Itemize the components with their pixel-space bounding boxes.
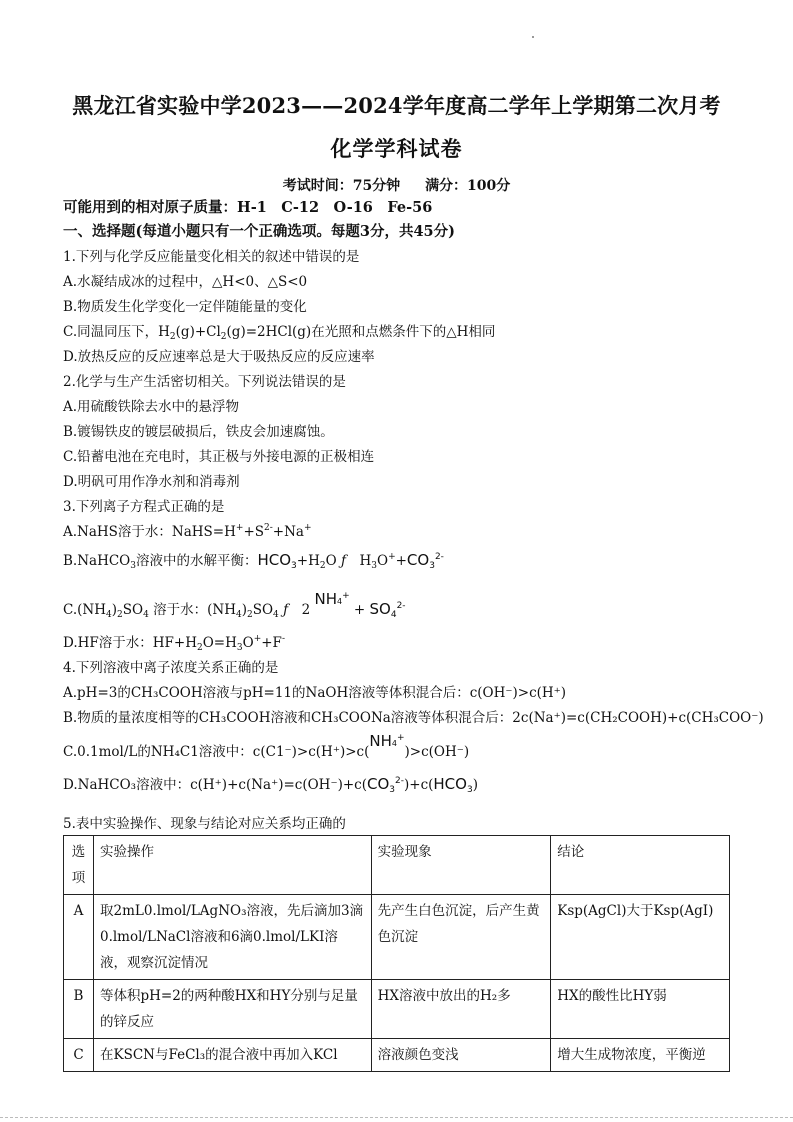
- row-conclusion: HX的酸性比HY弱: [551, 980, 730, 1039]
- q1-c-post: 在光照和点燃条件下的△H相同: [311, 324, 496, 340]
- q2-option-b: B.镀锡铁皮的镀层破损后，铁皮会加速腐蚀。: [63, 424, 334, 440]
- so4-formula-image: $SO_4^{2-}$: [369, 600, 406, 620]
- q4-c-post: )>c(OH⁻): [404, 744, 470, 760]
- q3-option-d: D.HF溶于水：$HF+H_2O=H_3O^++F^-$: [63, 634, 285, 653]
- row-option: B: [64, 980, 94, 1039]
- q4-option-c: [63, 732, 470, 763]
- q3-c-mid: 溶于水：(NH: [153, 602, 236, 618]
- nh4-formula-image: NH4+: [314, 590, 350, 608]
- hco3-formula-image-2: $HCO_3$: [433, 775, 473, 795]
- header-option: 选项: [64, 836, 94, 895]
- row-conclusion: 增大生成物浓度，平衡逆: [551, 1039, 730, 1072]
- q2-option-c: C.铅蓄电池在充电时，其正极与外接电源的正极相连: [63, 449, 375, 465]
- exam-meta: [0, 175, 793, 195]
- q4-stem: 4.下列溶液中离子浓度关系正确的是: [63, 660, 279, 676]
- exam-title: 黑龙江省实验中学2023——2024学年度高二学年上学期第二次月考: [72, 93, 721, 118]
- header-conclusion: 结论: [551, 836, 730, 895]
- q4-d-post: ): [472, 777, 478, 793]
- co3-formula-image-2: $CO_3^{2-}$: [366, 775, 404, 795]
- table-row: [64, 1039, 730, 1072]
- q4-option-b: B.物质的量浓度相等的CH₃COOH溶液和CH₃COONa溶液等体积混合后：2c(Na⁺)=c(CH₂COOH)+c(CH₃COO⁻): [63, 710, 764, 726]
- q4-d-pre: D.NaHCO₃溶液中：c(H⁺)+c(Na⁺)=c(OH⁻)+c(: [63, 777, 367, 793]
- atomic-masses: 可能用到的相对原子质量：H-1 C-12 O-16 Fe-56: [63, 199, 433, 216]
- q1-option-b: B.物质发生化学变化一定伴随能量的变化: [63, 299, 307, 315]
- page-bottom-rule: [0, 1117, 793, 1118]
- q3-option-c: $C.(NH_4)_2SO_4$ 溶于水：$(NH_4)_2SO_4$ ƒ 2 $NH4^+ + SO_4^{2-}$: [63, 590, 406, 620]
- exam-subtitle: 化学学科试卷: [330, 136, 463, 161]
- q4-option-d: [63, 775, 478, 794]
- full-score: 满分：100分: [425, 178, 511, 194]
- q5-stem: 5.表中实验操作、现象与结论对应关系均正确的: [63, 816, 346, 832]
- row-operation: 等体积pH=2的两种酸HX和HY分别与足量的锌反应: [93, 980, 371, 1039]
- q2-stem: 2.化学与生产生活密切相关。下列说法错误的是: [63, 374, 346, 390]
- row-option: A: [64, 895, 94, 980]
- q4-c-pre: C.0.1mol/L的NH₄C1溶液中：c(C1⁻)>c(H⁺)>c(: [63, 744, 370, 760]
- row-conclusion: Ksp(AgCl)大于Ksp(AgI): [551, 895, 730, 980]
- exam-time: 考试时间：75分钟: [282, 178, 401, 194]
- row-operation: 取2mL0.lmol/LAgNO₃溶液，先后滴加3滴0.lmol/LNaCl溶液和6滴0.lmol/LKI溶液，观察沉淀情况: [93, 895, 371, 980]
- q1-option-d: D.放热反应的反应速率总是大于吸热反应的反应速率: [63, 349, 375, 365]
- row-operation: 在KSCN与FeCl₃的混合液中再加入KCl: [93, 1039, 371, 1072]
- row-option: C: [64, 1039, 94, 1072]
- q1-option-a: A.水凝结成冰的过程中，△H<0、△S<0: [63, 274, 308, 290]
- header-operation: 实验操作: [93, 836, 371, 895]
- hco3-formula-image: $HCO_3$: [257, 551, 297, 571]
- scan-speck: [532, 36, 534, 38]
- q4-option-a: A.pH=3的CH₃COOH溶液与pH=11的NaOH溶液等体积混合后：c(OH⁻)>c(H⁺): [63, 685, 567, 701]
- table-row: [64, 895, 730, 980]
- q4-d-mid: )+c(: [403, 777, 434, 793]
- q3-option-b: B.NaHCO$_3$溶液中的水解平衡：$HCO_3+H_2O$ ƒ $H_3O^++CO_3^{2-}$: [63, 551, 444, 571]
- q3-d-text: D.HF溶于水：HF+H: [63, 635, 197, 651]
- table-header-row: [64, 836, 730, 895]
- q1-c-pre: C.同温同压下，H: [63, 324, 170, 340]
- q3-b-mid: 溶液中的水解平衡：: [135, 553, 258, 569]
- header-phenomenon: 实验现象: [371, 836, 551, 895]
- section-title: 一、选择题(每道小题只有一个正确选项。每题3分，共45分): [63, 223, 455, 240]
- row-phenomenon: 溶液颜色变浅: [371, 1039, 551, 1072]
- nh4-formula-image-2: NH4+: [369, 732, 405, 750]
- row-phenomenon: HX溶液中放出的H₂多: [371, 980, 551, 1039]
- q2-option-d: D.明矾可用作净水剂和消毒剂: [63, 474, 240, 490]
- q3-a-text: A.NaHS溶于水：NaHS=H: [63, 524, 236, 540]
- q3-b-pre: B.NaHCO: [63, 553, 131, 569]
- q1-stem: 1.下列与化学反应能量变化相关的叙述中错误的是: [63, 249, 360, 265]
- q3-stem: 3.下列离子方程式正确的是: [63, 499, 225, 515]
- q3-option-a: A.NaHS溶于水：$NaHS=H^++S^{2-}+Na^+$: [63, 523, 312, 540]
- q1-option-c: C.同温同压下，$H_2(g)+Cl_2(g)=2HCl(g)$在光照和点燃条件下的△H相同: [63, 324, 496, 342]
- experiment-table: [63, 835, 730, 1072]
- q3-c-pre: C.(NH: [63, 602, 106, 618]
- co3-formula-image: $CO_3^{2-}$: [406, 551, 444, 571]
- q2-option-a: A.用硫酸铁除去水中的悬浮物: [63, 399, 240, 415]
- row-phenomenon: 先产生白色沉淀，后产生黄色沉淀: [371, 895, 551, 980]
- table-row: [64, 980, 730, 1039]
